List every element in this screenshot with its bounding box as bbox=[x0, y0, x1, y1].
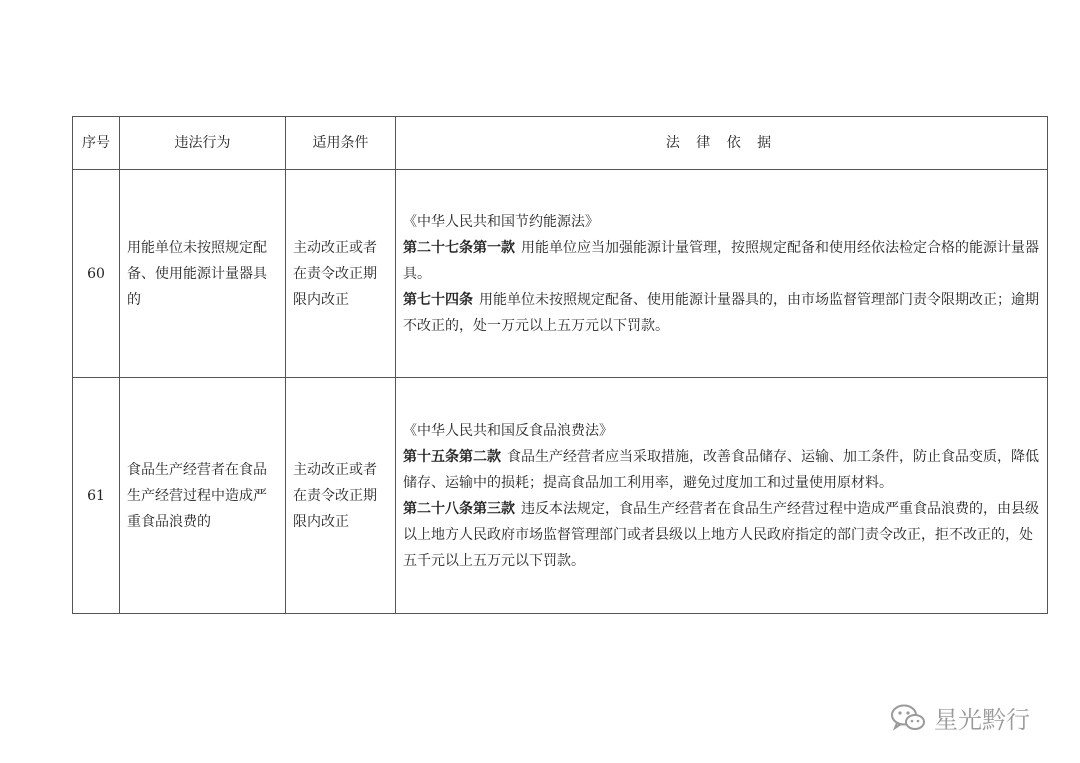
clause-article: 第二十七条第一款 bbox=[403, 239, 515, 256]
clause bbox=[403, 287, 1039, 339]
header-basis: 法 律 依 据 bbox=[396, 117, 1048, 170]
header-no: 序号 bbox=[73, 117, 120, 170]
clause-text: 用能单位应当加强能源计量管理，按照规定配备和使用经依法检定合格的能源计量器具。 bbox=[403, 239, 1039, 282]
table-header-row bbox=[73, 117, 1048, 170]
clause bbox=[403, 444, 1039, 496]
watermark bbox=[890, 700, 1030, 735]
clause-article: 第七十四条 bbox=[403, 291, 473, 308]
legal-basis bbox=[396, 378, 1048, 614]
clause-text: 违反本法规定，食品生产经营者在食品生产经营过程中造成严重食品浪费的，由县级以上地方人民政府市场监督管理部门或者县级以上地方人民政府指定的部门责令改正，拒不改正的，处五千元以上五万元以下罚款。 bbox=[403, 500, 1039, 569]
table-row bbox=[73, 170, 1048, 378]
row-number: 61 bbox=[73, 378, 120, 614]
header-act: 违法行为 bbox=[120, 117, 286, 170]
row-number: 60 bbox=[73, 170, 120, 378]
violation-act: 食品生产经营者在食品生产经营过程中造成严重食品浪费的 bbox=[120, 378, 286, 614]
clause-text: 用能单位未按照规定配备、使用能源计量器具的，由市场监督管理部门责令限期改正；逾期不改正的，处一万元以上五万元以下罚款。 bbox=[403, 291, 1039, 334]
applicable-condition: 主动改正或者在责令改正期限内改正 bbox=[286, 170, 396, 378]
applicable-condition: 主动改正或者在责令改正期限内改正 bbox=[286, 378, 396, 614]
watermark-text: 星光黔行 bbox=[934, 706, 1030, 734]
violation-act: 用能单位未按照规定配备、使用能源计量器具的 bbox=[120, 170, 286, 378]
legal-basis bbox=[396, 170, 1048, 378]
clause bbox=[403, 496, 1039, 574]
clause-article: 第十五条第二款 bbox=[403, 448, 501, 465]
law-name: 《中华人民共和国反食品浪费法》 bbox=[403, 422, 613, 439]
header-condition: 适用条件 bbox=[286, 117, 396, 170]
clause bbox=[403, 235, 1039, 287]
wechat-icon bbox=[890, 703, 926, 733]
clause-text: 食品生产经营者应当采取措施，改善食品储存、运输、加工条件，防止食品变质，降低储存、运输中的损耗；提高食品加工利用率，避免过度加工和过量使用原材料。 bbox=[403, 448, 1039, 491]
clause-article: 第二十八条第三款 bbox=[403, 500, 515, 517]
table-row bbox=[73, 378, 1048, 614]
law-name: 《中华人民共和国节约能源法》 bbox=[403, 213, 599, 230]
law-table bbox=[72, 116, 1048, 614]
